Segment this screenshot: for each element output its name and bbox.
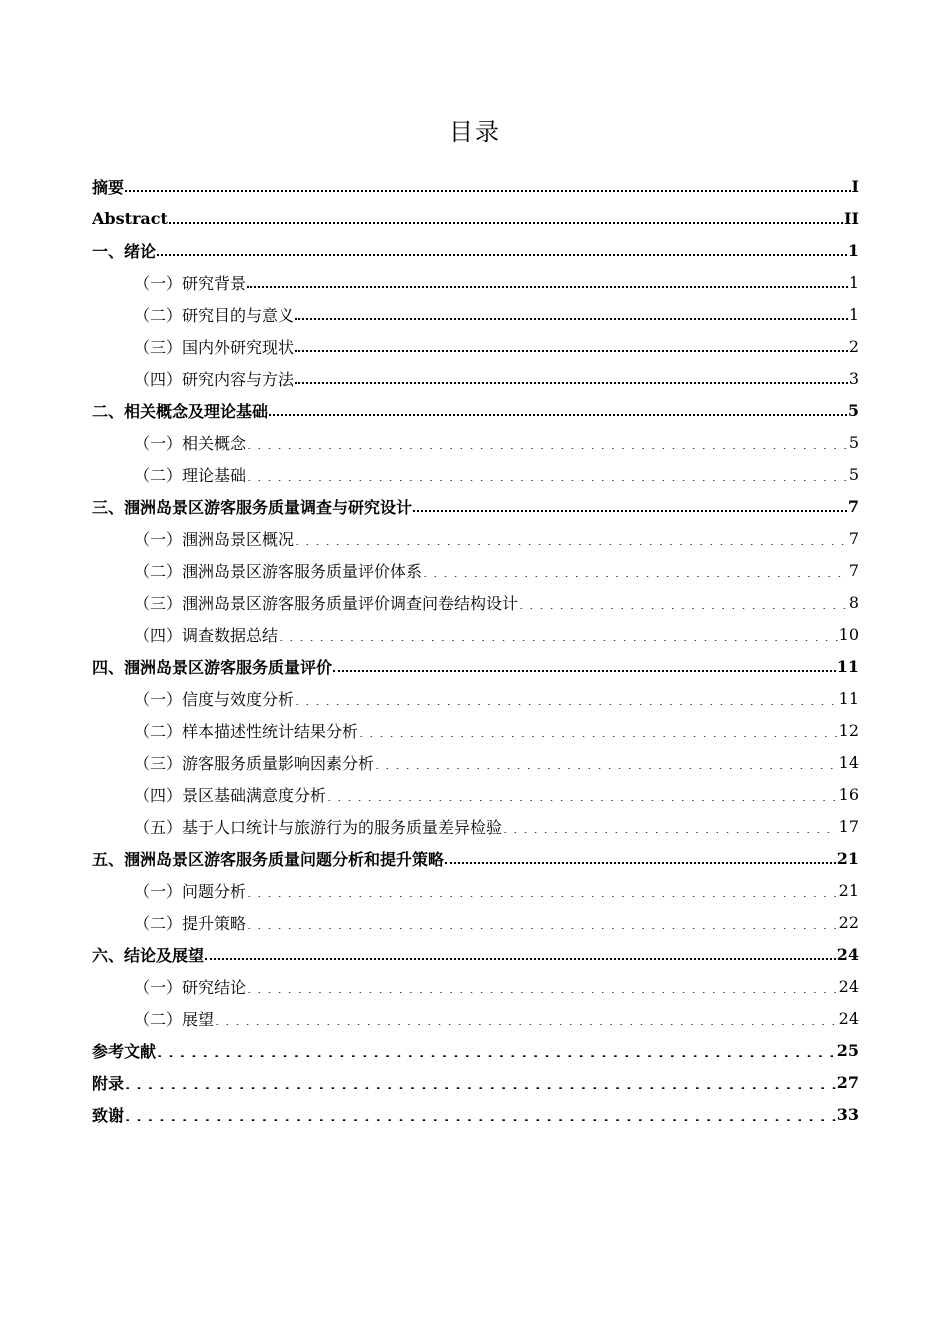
- toc-dot-leader: [169, 221, 843, 224]
- toc-entry-abstract-en[interactable]: [92, 202, 859, 234]
- toc-entry-section[interactable]: [92, 906, 859, 938]
- toc-entry-label: （四）景区基础满意度分析: [134, 785, 327, 805]
- toc-entry-section[interactable]: [92, 618, 859, 650]
- toc-dot-leader: [327, 791, 838, 801]
- toc-entry-label: （三）涠洲岛景区游客服务质量评价调查问卷结构设计: [134, 593, 519, 613]
- toc-page-number: 8: [848, 592, 859, 612]
- toc-entry-label: （一）研究背景: [134, 273, 247, 293]
- toc-entry-section[interactable]: [92, 586, 859, 618]
- toc-dot-leader: [413, 509, 847, 512]
- toc-entry-label: （一）相关概念: [134, 433, 247, 453]
- toc-dot-leader: [247, 887, 838, 897]
- toc-entry-label: 三、涠洲岛景区游客服务质量调查与研究设计: [92, 497, 413, 517]
- toc-entry-label: 摘要: [92, 177, 125, 197]
- toc-entry-section[interactable]: [92, 426, 859, 458]
- toc-entry-label: 二、相关概念及理论基础: [92, 401, 269, 421]
- toc-page-number: 7: [848, 528, 859, 548]
- toc-entry-section[interactable]: [92, 682, 859, 714]
- toc-page-number: 11: [836, 656, 859, 676]
- toc-dot-leader: [247, 919, 838, 929]
- toc-entry-chapter-5[interactable]: [92, 842, 859, 874]
- toc-entry-label: （四）调查数据总结: [134, 625, 279, 645]
- toc-entry-label: （二）提升策略: [134, 913, 247, 933]
- toc-dot-leader: [423, 567, 848, 577]
- toc-page-number: 5: [847, 400, 859, 420]
- toc-page-number: 21: [838, 880, 859, 900]
- toc-entry-chapter-4[interactable]: [92, 650, 859, 682]
- toc-page-number: 11: [838, 688, 859, 708]
- toc-page-number: 5: [848, 432, 859, 452]
- toc-dot-leader: [279, 631, 838, 641]
- toc-dot-leader: [295, 349, 848, 352]
- toc-dot-leader: [503, 823, 838, 833]
- toc-page-number: 5: [848, 464, 859, 484]
- toc-dot-leader: [247, 471, 848, 481]
- toc-page-number: 10: [838, 624, 859, 644]
- toc-dot-leader: [333, 669, 836, 672]
- toc-dot-leader: [125, 1079, 836, 1089]
- toc-page-number: II: [844, 208, 859, 228]
- toc-page-number: 21: [836, 848, 859, 868]
- toc-entry-section[interactable]: [92, 746, 859, 778]
- toc-dot-leader: [157, 1047, 836, 1057]
- toc-entry-chapter-2[interactable]: [92, 394, 859, 426]
- toc-page-number: 33: [836, 1104, 859, 1124]
- toc-entry-appendix[interactable]: [92, 1066, 859, 1098]
- toc-page-number: 2: [848, 336, 859, 356]
- toc-entry-acknowledgements[interactable]: [92, 1098, 859, 1130]
- toc-entry-section[interactable]: [92, 522, 859, 554]
- toc-entry-label: （一）涠洲岛景区概况: [134, 529, 295, 549]
- toc-page-number: 24: [838, 1008, 859, 1028]
- toc-dot-leader: [269, 413, 847, 416]
- toc-entry-label: （一）信度与效度分析: [134, 689, 295, 709]
- toc-dot-leader: [445, 861, 836, 864]
- toc-entry-section[interactable]: [92, 330, 859, 362]
- toc-entry-label: 五、涠洲岛景区游客服务质量问题分析和提升策略: [92, 849, 445, 869]
- toc-entry-label: 参考文献: [92, 1041, 157, 1061]
- toc-entry-label: （二）样本描述性统计结果分析: [134, 721, 359, 741]
- toc-entry-references[interactable]: [92, 1034, 859, 1066]
- toc-entry-section[interactable]: [92, 810, 859, 842]
- toc-dot-leader: [295, 535, 848, 545]
- toc-entry-section[interactable]: [92, 714, 859, 746]
- toc-page-number: 7: [847, 496, 859, 516]
- toc-entry-section[interactable]: [92, 874, 859, 906]
- toc-entry-abstract-cn[interactable]: [92, 170, 859, 202]
- toc-dot-leader: [157, 253, 847, 256]
- toc-dot-leader: [295, 317, 848, 320]
- toc-dot-leader: [215, 1015, 838, 1025]
- toc-dot-leader: [247, 439, 848, 449]
- toc-page-number: 27: [836, 1072, 859, 1092]
- toc-dot-leader: [375, 759, 838, 769]
- toc-page-number: 22: [838, 912, 859, 932]
- toc-entry-section[interactable]: [92, 554, 859, 586]
- toc-dot-leader: [519, 599, 848, 609]
- toc-entry-section[interactable]: [92, 970, 859, 1002]
- toc-entry-label: （三）游客服务质量影响因素分析: [134, 753, 375, 773]
- toc-entry-label: （五）基于人口统计与旅游行为的服务质量差异检验: [134, 817, 503, 837]
- toc-page-number: 7: [848, 560, 859, 580]
- toc-entry-label: 六、结论及展望: [92, 945, 205, 965]
- toc-dot-leader: [125, 189, 851, 192]
- toc-entry-label: （二）理论基础: [134, 465, 247, 485]
- toc-page-number: 24: [838, 976, 859, 996]
- toc-entry-label: （一）研究结论: [134, 977, 247, 997]
- toc-dot-leader: [295, 381, 848, 384]
- toc-entry-section[interactable]: [92, 298, 859, 330]
- toc-entry-label: （四）研究内容与方法: [134, 369, 295, 389]
- toc-entry-chapter-6[interactable]: [92, 938, 859, 970]
- toc-entry-chapter-3[interactable]: [92, 490, 859, 522]
- toc-page-number: 1: [847, 240, 859, 260]
- toc-page-number: 1: [848, 272, 859, 292]
- toc-entry-label: （二）研究目的与意义: [134, 305, 295, 325]
- toc-entry-label: 致谢: [92, 1105, 125, 1125]
- table-of-contents: [92, 170, 859, 1130]
- toc-entry-label: 附录: [92, 1073, 125, 1093]
- toc-entry-label: 四、涠洲岛景区游客服务质量评价: [92, 657, 333, 677]
- toc-entry-chapter-1[interactable]: [92, 234, 859, 266]
- toc-entry-section[interactable]: [92, 458, 859, 490]
- toc-entry-label: （三）国内外研究现状: [134, 337, 295, 357]
- toc-entry-label: Abstract: [92, 208, 168, 228]
- toc-dot-leader: [295, 695, 838, 705]
- toc-entry-section[interactable]: [92, 778, 859, 810]
- toc-entry-label: （一）问题分析: [134, 881, 247, 901]
- toc-entry-label: 一、绪论: [92, 241, 157, 261]
- toc-entry-section[interactable]: [92, 1002, 859, 1034]
- toc-dot-leader: [359, 727, 838, 737]
- toc-page-number: 17: [838, 816, 859, 836]
- toc-page-number: 3: [848, 368, 859, 388]
- toc-page-number: 12: [838, 720, 859, 740]
- toc-entry-label: （二）涠洲岛景区游客服务质量评价体系: [134, 561, 423, 581]
- toc-dot-leader: [125, 1111, 836, 1121]
- toc-page-number: I: [851, 176, 859, 196]
- toc-dot-leader: [205, 957, 836, 960]
- toc-dot-leader: [247, 983, 838, 993]
- toc-page-number: 16: [838, 784, 859, 804]
- toc-page-number: 14: [838, 752, 859, 772]
- toc-page-number: 1: [848, 304, 859, 324]
- page-title: 目录: [449, 118, 501, 146]
- toc-page-number: 24: [836, 944, 859, 964]
- toc-entry-section[interactable]: [92, 266, 859, 298]
- toc-entry-section[interactable]: [92, 362, 859, 394]
- toc-entry-label: （二）展望: [134, 1009, 215, 1029]
- toc-page-number: 25: [836, 1040, 859, 1060]
- toc-dot-leader: [247, 285, 848, 288]
